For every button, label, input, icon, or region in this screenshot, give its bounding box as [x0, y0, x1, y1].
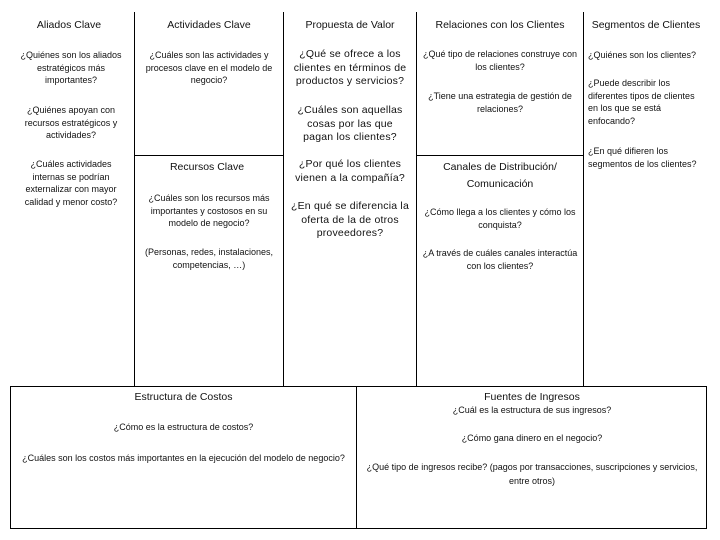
- relaciones-q2: ¿Tiene una estrategia de gestión de relaciones?: [428, 91, 572, 114]
- estructura-costos-title: Estructura de Costos: [134, 391, 233, 403]
- relaciones-clientes-section: [417, 12, 583, 155]
- propuesta-q2: ¿Cuáles son aquellas cosas por las que pagan los clientes?: [297, 104, 403, 143]
- costos-q1: ¿Cómo es la estructura de costos?: [113, 422, 254, 432]
- ingresos-q3: ¿Qué tipo de ingresos recibe? (pagos por transacciones, suscripciones y servicios, entre otros): [366, 462, 698, 486]
- ingresos-q2: ¿Cómo gana dinero en el negocio?: [461, 433, 603, 443]
- actividades-clave-title: Actividades Clave: [167, 19, 251, 31]
- relaciones-q1: ¿Qué tipo de relaciones construye con los clientes?: [422, 49, 578, 72]
- aliados-q2: ¿Quiénes apoyan con recursos estratégicos y actividades?: [24, 105, 118, 140]
- propuesta-q1: ¿Qué se ofrece a los clientes en términos de productos y servicios?: [293, 48, 407, 87]
- segmentos-clientes-section: [584, 12, 708, 386]
- canales-section: [417, 156, 583, 386]
- fuentes-ingresos-section: [357, 387, 707, 528]
- estructura-costos-section: [11, 387, 356, 528]
- segmentos-q2: ¿Puede describir los diferentes tipos de clientes en los que se está enfocando?: [588, 78, 695, 126]
- recursos-q2: (Personas, redes, instalaciones, competencias, …): [144, 247, 274, 270]
- relaciones-clientes-title: Relaciones con los Clientes: [435, 19, 565, 31]
- recursos-clave-section: [135, 156, 283, 386]
- propuesta-valor-title: Propuesta de Valor: [305, 19, 395, 31]
- canales-title: Canales de Distribución/ Comunicación: [443, 161, 557, 190]
- propuesta-valor-section: [284, 12, 416, 386]
- aliados-q3: ¿Cuáles actividades internas se podrían externalizar con mayor calidad y menor costo?: [24, 159, 118, 207]
- recursos-q1: ¿Cuáles son los recursos más importantes y costosos en su modelo de negocio?: [148, 193, 270, 228]
- propuesta-q3: ¿Por qué los clientes vienen a la compañía?: [295, 158, 405, 184]
- aliados-clave-title: Aliados Clave: [36, 19, 102, 31]
- canales-q2: ¿A través de cuáles canales interactúa con los clientes?: [422, 248, 578, 271]
- recursos-clave-title: Recursos Clave: [169, 161, 245, 173]
- costos-q2: ¿Cuáles son los costos más importantes en la ejecución del modelo de negocio?: [22, 453, 345, 463]
- segmentos-q3: ¿En qué difieren los segmentos de los clientes?: [588, 146, 697, 169]
- propuesta-q4: ¿En qué se diferencia la oferta de la de otros proveedores?: [290, 200, 410, 239]
- segmentos-clientes-title: Segmentos de Clientes: [591, 19, 701, 31]
- aliados-q1: ¿Quiénes son los aliados estratégicos más importantes?: [20, 50, 122, 85]
- fuentes-ingresos-title: Fuentes de Ingresos: [484, 391, 580, 403]
- ingresos-q1: ¿Cuál es la estructura de sus ingresos?: [452, 405, 612, 415]
- actividades-clave-section: [135, 12, 283, 155]
- aliados-clave-section: [10, 12, 134, 386]
- actividades-q1: ¿Cuáles son las actividades y procesos clave en el modelo de negocio?: [145, 50, 273, 85]
- canales-q1: ¿Cómo llega a los clientes y cómo los conquista?: [424, 207, 576, 230]
- segmentos-q1: ¿Quiénes son los clientes?: [588, 50, 697, 60]
